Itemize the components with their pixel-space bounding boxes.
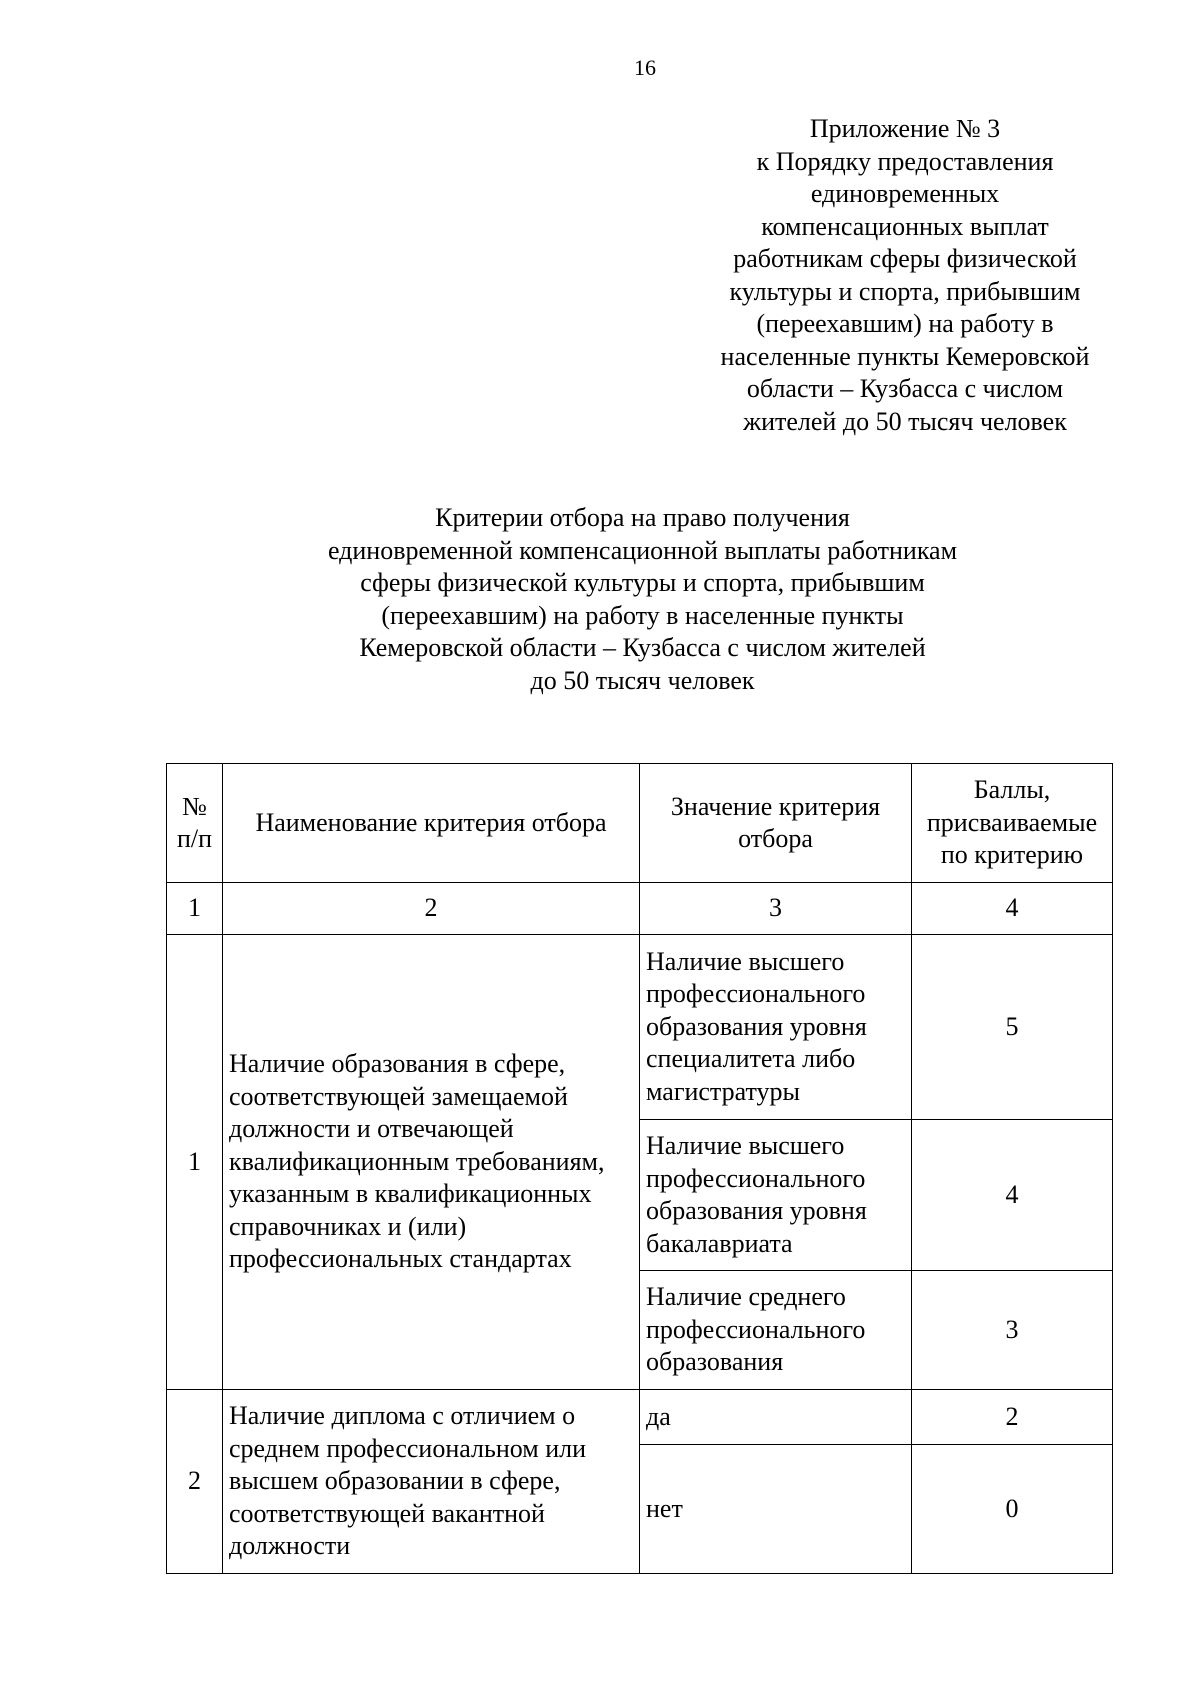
title-line: до 50 тысяч человек (530, 665, 755, 695)
appendix-note (700, 113, 1110, 438)
header-points: Баллы, присваиваемые по критерию (912, 764, 1113, 883)
criterion-value: Наличие высшего профессионального образования уровня бакалавриата (640, 1120, 912, 1271)
criterion-points: 2 (912, 1390, 1113, 1445)
appendix-line: (переехавшим) на работу в (756, 309, 1054, 338)
column-number: 1 (167, 883, 223, 935)
title-line: Кемеровской области – Кузбасса с числом жителей (359, 633, 926, 662)
title-line: единовременной компенсационной выплаты работникам (327, 535, 958, 565)
title-line: сферы физической культуры и спорта, прибывшим (360, 568, 925, 597)
row-number: 2 (167, 1390, 223, 1574)
criterion-value: Наличие среднего профессионального образования (640, 1271, 912, 1390)
table-header-row (167, 764, 1113, 883)
criteria-table (166, 763, 1113, 1574)
column-numbers-row (167, 883, 1113, 935)
criterion-name: Наличие образования в сфере, соответствующей замещаемой должности и отвечающей квалификационным требованиям, указанным в квалификационных справочниках и (или) профессиональных стандартах (223, 935, 640, 1390)
appendix-line: области – Кузбасса с числом (746, 374, 1064, 403)
table-row (167, 935, 1113, 1120)
criterion-points: 0 (912, 1445, 1113, 1574)
table-row (167, 1390, 1113, 1445)
appendix-line: жителей до 50 тысяч человек (743, 406, 1067, 436)
title-line: Критерии отбора на право получения (435, 503, 850, 532)
criterion-points: 3 (912, 1271, 1113, 1390)
appendix-line: культуры и спорта, прибывшим (729, 276, 1081, 306)
page-number: 16 (634, 55, 656, 80)
criterion-name: Наличие диплома с отличием о среднем профессиональном или высшем образовании в сфере, соответствующей вакантной должности (223, 1390, 640, 1574)
criterion-value: да (640, 1390, 912, 1445)
document-title (200, 502, 1085, 697)
title-line: (переехавшим) на работу в населенные пункты (381, 600, 904, 630)
column-number: 3 (640, 883, 912, 935)
column-number: 4 (912, 883, 1113, 935)
header-value: Значение критерия отбора (640, 764, 912, 883)
criterion-value: нет (640, 1445, 912, 1574)
appendix-line: Приложение № 3 (809, 114, 1001, 143)
criterion-points: 5 (912, 935, 1113, 1120)
header-criterion: Наименование критерия отбора (223, 764, 640, 883)
column-number: 2 (223, 883, 640, 935)
header-number: № п/п (167, 764, 223, 883)
criterion-points: 4 (912, 1120, 1113, 1271)
appendix-line: работникам сферы физической (733, 244, 1077, 273)
appendix-line: населенные пункты Кемеровской (720, 341, 1090, 371)
appendix-line: единовременных (810, 179, 1000, 208)
appendix-line: к Порядку предоставления (756, 146, 1054, 176)
appendix-line: компенсационных выплат (761, 211, 1049, 241)
criterion-value: Наличие высшего профессионального образования уровня специалитета либо магистратуры (640, 935, 912, 1120)
row-number: 1 (167, 935, 223, 1390)
